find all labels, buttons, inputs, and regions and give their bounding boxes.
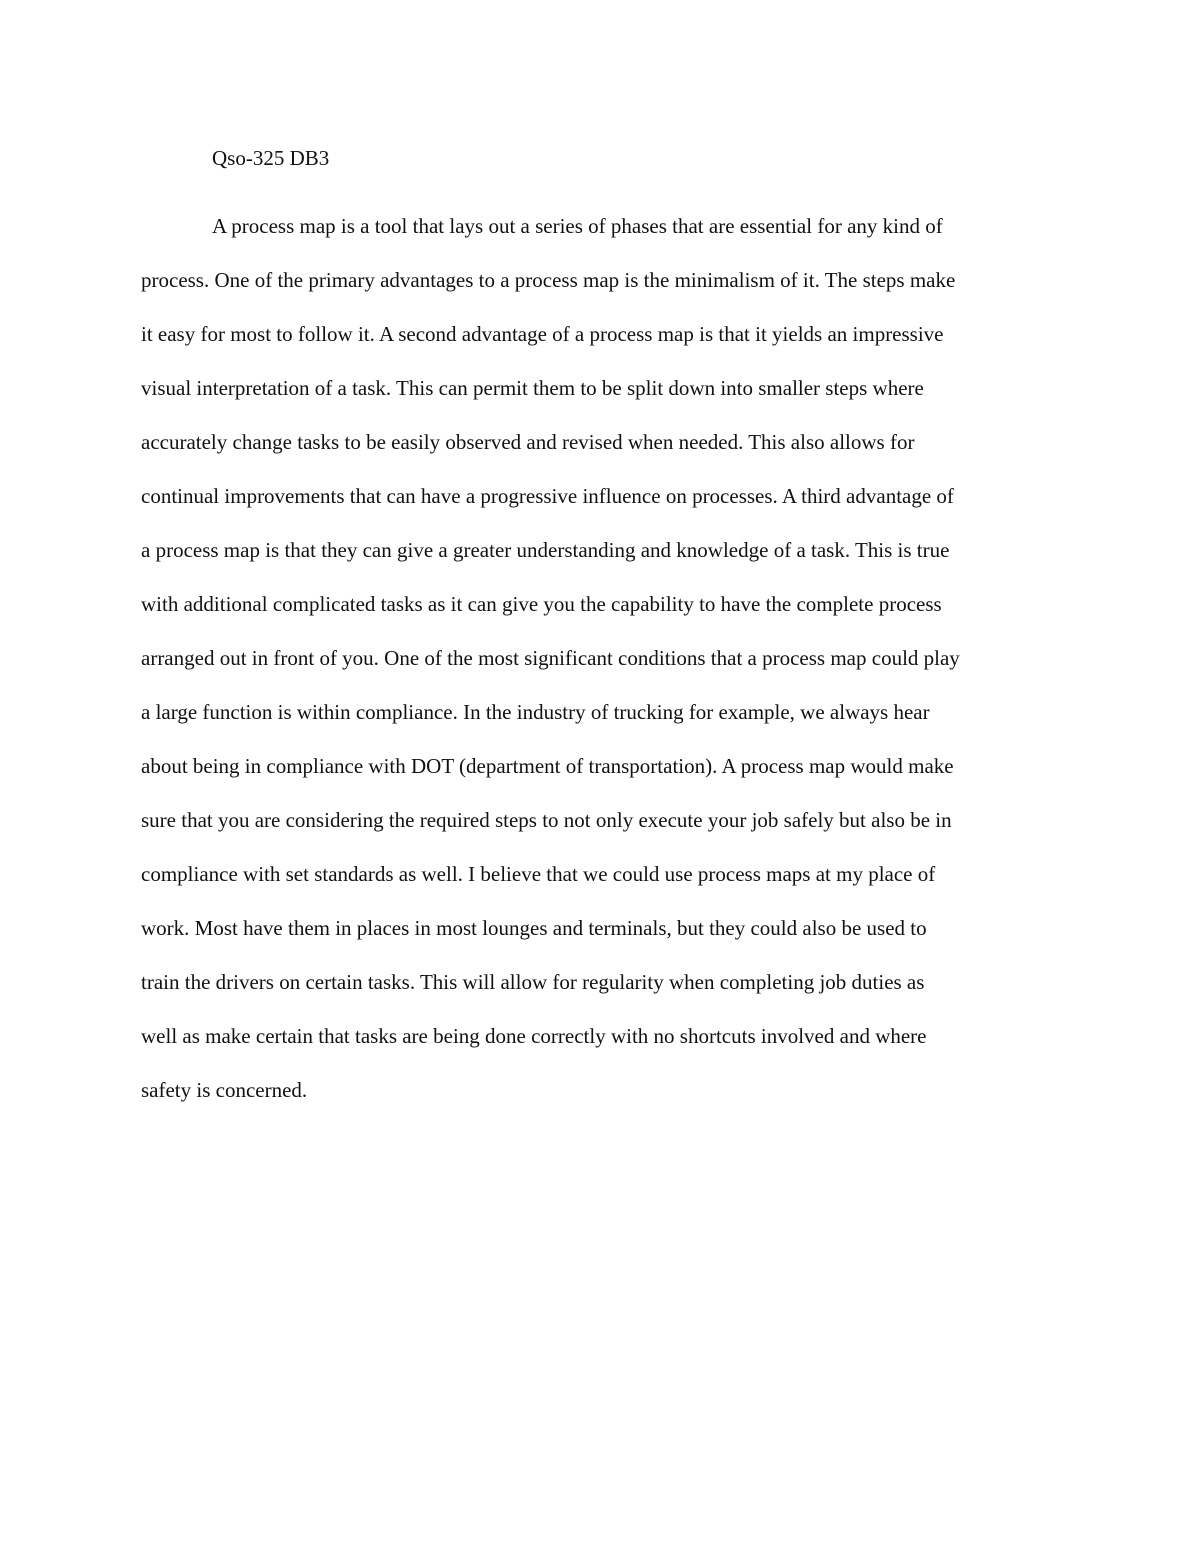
document-title: Qso-325 DB3 — [212, 146, 330, 170]
paragraph-line: it easy for most to follow it. A second advantage of a process map is that it yields an impressive — [141, 322, 944, 346]
body-paragraph — [141, 212, 1071, 1130]
paragraph-line: arranged out in front of you. One of the most significant conditions that a process map could play — [141, 646, 960, 670]
paragraph-line: compliance with set standards as well. I believe that we could use process maps at my place of — [141, 862, 936, 886]
paragraph-line: work. Most have them in places in most lounges and terminals, but they could also be used to — [141, 916, 927, 940]
paragraph-line: process. One of the primary advantages to a process map is the minimalism of it. The steps make — [141, 268, 956, 292]
paragraph-line: continual improvements that can have a progressive influence on processes. A third advantage of — [141, 484, 954, 508]
paragraph-line: about being in compliance with DOT (department of transportation). A process map would make — [141, 754, 954, 778]
paragraph-line: visual interpretation of a task. This can permit them to be split down into smaller steps where — [141, 376, 924, 400]
paragraph-line: train the drivers on certain tasks. This will allow for regularity when completing job duties as — [141, 970, 925, 994]
paragraph-line: safety is concerned. — [141, 1078, 308, 1102]
paragraph-line: accurately change tasks to be easily observed and revised when needed. This also allows for — [141, 430, 915, 454]
paragraph-line: a process map is that they can give a greater understanding and knowledge of a task. This is true — [141, 538, 950, 562]
paragraph-line: A process map is a tool that lays out a series of phases that are essential for any kind of — [212, 214, 943, 238]
paragraph-line: sure that you are considering the required steps to not only execute your job safely but also be in — [141, 808, 952, 832]
paragraph-line: a large function is within compliance. In the industry of trucking for example, we always hear — [141, 700, 930, 724]
paragraph-line: with additional complicated tasks as it can give you the capability to have the complete process — [141, 592, 942, 616]
paragraph-line: well as make certain that tasks are being done correctly with no shortcuts involved and where — [141, 1024, 927, 1048]
